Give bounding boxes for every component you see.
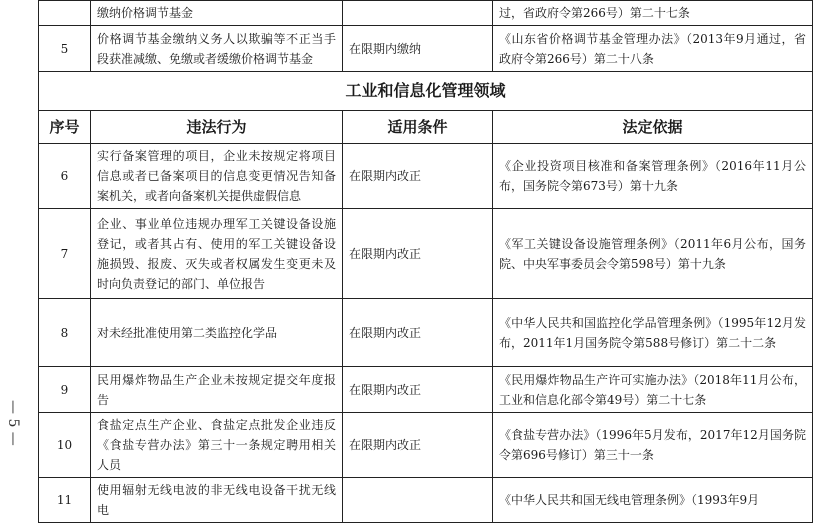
row-number: 5 (39, 26, 91, 72)
condition-cell: 在限期内改正 (343, 144, 493, 209)
violation-cell: 价格调节基金缴纳义务人以欺骗等不正当手段获准减缴、免缴或者缓缴价格调节基金 (91, 26, 343, 72)
table-row (39, 413, 813, 478)
row-number: 8 (39, 299, 91, 367)
header-basis: 法定依据 (493, 111, 813, 144)
row-number: 7 (39, 209, 91, 299)
violation-cell: 食盐定点生产企业、食盐定点批发企业违反《食盐专营办法》第三十一条规定聘用相关人员 (91, 413, 343, 478)
condition-cell (343, 1, 493, 26)
condition-cell: 在限期内改正 (343, 413, 493, 478)
violation-cell: 企业、事业单位违规办理军工关键设备设施登记，或者其占有、使用的军工关键设备设施损毁、报废、灭失或者权属发生变更未及时向负责登记的部门、单位报告 (91, 209, 343, 299)
condition-cell (343, 478, 493, 523)
violation-cell: 民用爆炸物品生产企业未按规定提交年度报告 (91, 367, 343, 413)
table-row (39, 26, 813, 72)
row-number: 10 (39, 413, 91, 478)
header-violation: 违法行为 (91, 111, 343, 144)
legal-basis-cell: 过，省政府令第266号）第二十七条 (493, 1, 813, 26)
legal-basis-cell: 《企业投资项目核准和备案管理条例》（2016年11月公布，国务院令第673号）第十九条 (493, 144, 813, 209)
condition-cell: 在限期内改正 (343, 299, 493, 367)
condition-cell: 在限期内改正 (343, 367, 493, 413)
table-row (39, 478, 813, 523)
condition-cell: 在限期内改正 (343, 209, 493, 299)
legal-basis-cell: 《山东省价格调节基金管理办法》（2013年9月通过，省政府令第266号）第二十八条 (493, 26, 813, 72)
legal-basis-cell: 《食盐专营办法》（1996年5月发布，2017年12月国务院令第696号修订）第三十一条 (493, 413, 813, 478)
table-row (39, 367, 813, 413)
section-title: 工业和信息化管理领域 (39, 72, 813, 111)
header-number: 序号 (39, 111, 91, 144)
violation-cell: 使用辐射无线电波的非无线电设备干扰无线电 (91, 478, 343, 523)
legal-basis-cell: 《军工关键设备设施管理条例》（2011年6月公布，国务院、中央军事委员会令第598号）第十九条 (493, 209, 813, 299)
row-number: 9 (39, 367, 91, 413)
legal-basis-cell: 《中华人民共和国无线电管理条例》（1993年9月 (493, 478, 813, 523)
violation-cell: 对未经批准使用第二类监控化学品 (91, 299, 343, 367)
table-row (39, 299, 813, 367)
page-number: — 5 — (5, 400, 21, 446)
header-row (39, 111, 813, 144)
table-row (39, 144, 813, 209)
section-row (39, 72, 813, 111)
violation-cell: 缴纳价格调节基金 (91, 1, 343, 26)
legal-basis-cell: 《中华人民共和国监控化学品管理条例》（1995年12月发布，2011年1月国务院令第588号修订）第二十二条 (493, 299, 813, 367)
violation-cell: 实行备案管理的项目，企业未按规定将项目信息或者已备案项目的信息变更情况告知备案机关，或者向备案机关提供虚假信息 (91, 144, 343, 209)
row-number (39, 1, 91, 26)
table-row (39, 1, 813, 26)
header-condition: 适用条件 (343, 111, 493, 144)
condition-cell: 在限期内缴纳 (343, 26, 493, 72)
legal-basis-cell: 《民用爆炸物品生产许可实施办法》（2018年11月公布，工业和信息化部令第49号）第二十七条 (493, 367, 813, 413)
row-number: 6 (39, 144, 91, 209)
regulation-table (38, 0, 813, 523)
row-number: 11 (39, 478, 91, 523)
table-row (39, 209, 813, 299)
